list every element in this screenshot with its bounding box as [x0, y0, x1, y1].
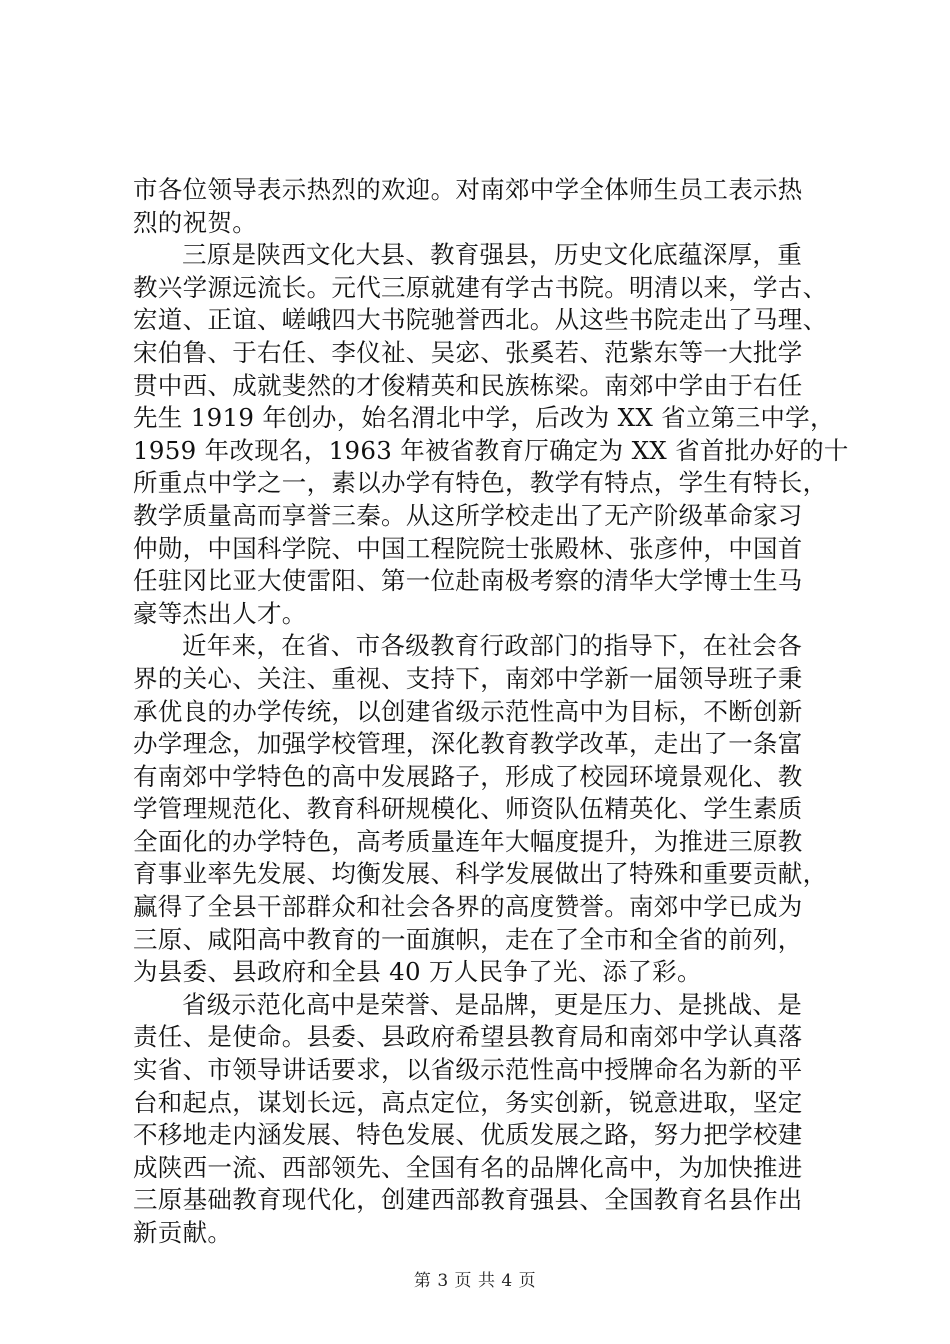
- text-line: 宋伯鲁、于右任、李仪祉、吴宓、张奚若、范紫东等一大批学: [133, 337, 803, 367]
- text-line: 责任、是使命。县委、县政府希望县教育局和南郊中学认真落: [133, 1022, 803, 1052]
- text-line: 台和起点，谋划长远，高点定位，务实创新，锐意进取，坚定: [133, 1087, 803, 1117]
- text-line: 承优良的办学传统，以创建省级示范性高中为目标，不断创新: [133, 696, 803, 726]
- text-line: 实省、市领导讲话要求，以省级示范性高中授牌命名为新的平: [133, 1055, 803, 1085]
- text-line: 界的关心、关注、重视、支持下，南郊中学新一届领导班子秉: [133, 663, 803, 693]
- text-line: 仲勋，中国科学院、中国工程院院士张殿林、张彦仲，中国首: [133, 533, 803, 563]
- text-line: 三原基础教育现代化，创建西部教育强县、全国教育名县作出: [133, 1185, 803, 1215]
- text-line: 有南郊中学特色的高中发展路子，形成了校园环境景观化、教: [133, 761, 803, 791]
- text-line: 贯中西、成就斐然的才俊精英和民族栋梁。南郊中学由于右任: [133, 370, 803, 400]
- text-line: 全面化的办学特色，高考质量连年大幅度提升，为推进三原教: [133, 826, 803, 856]
- paragraph-expectations: [133, 989, 833, 1250]
- text-line: 近年来，在省、市各级教育行政部门的指导下，在社会各: [182, 631, 802, 661]
- text-line: 先生 1919 年创办，始名渭北中学，后改为 XX 省立第三中学，: [133, 403, 835, 433]
- page-number-footer: 第 3 页 共 4 页: [413, 1271, 537, 1291]
- text-line: 为县委、县政府和全县 40 万人民争了光、添了彩。: [133, 957, 702, 987]
- paragraph-recent-achievements: [133, 630, 833, 989]
- text-line: 学管理规范化、教育科研规模化、师资队伍精英化、学生素质: [133, 794, 803, 824]
- text-line: 成陕西一流、西部领先、全国有名的品牌化高中，为加快推进: [133, 1152, 803, 1182]
- text-line: 市各位领导表示热烈的欢迎。对南郊中学全体师生员工表示热: [133, 175, 803, 204]
- text-line: 任驻冈比亚大使雷阳、第一位赴南极考察的清华大学博士生马: [133, 566, 803, 596]
- text-line: 1959 年改现名，1963 年被省教育厅确定为 XX 省首批办好的十: [133, 435, 849, 465]
- text-line: 办学理念，加强学校管理，深化教育教学改革，走出了一条富: [133, 729, 803, 759]
- text-line: 教兴学源远流长。元代三原就建有学古书院。明清以来，学古、: [133, 272, 828, 302]
- text-line: 豪等杰出人才。: [133, 598, 307, 628]
- text-line: 三原、咸阳高中教育的一面旗帜，走在了全市和全省的前列，: [133, 924, 803, 954]
- text-line: 教学质量高而享誉三秦。从这所学校走出了无产阶级革命家习: [133, 500, 803, 530]
- paragraph-history: [133, 239, 849, 630]
- text-line: 赢得了全县干部群众和社会各界的高度赞誉。南郊中学已成为: [133, 892, 803, 922]
- text-line: 所重点中学之一，素以办学有特色，教学有特点，学生有特长，: [133, 468, 828, 498]
- text-line: 宏道、正谊、嵯峨四大书院驰誉西北。从这些书院走出了马理、: [133, 305, 828, 335]
- text-line: 三原是陕西文化大县、教育强县，历史文化底蕴深厚，重: [182, 240, 802, 270]
- text-line: 新贡献。: [133, 1218, 233, 1247]
- text-line: 育事业率先发展、均衡发展、科学发展做出了特殊和重要贡献，: [133, 859, 828, 889]
- text-line: 不移地走内涵发展、特色发展、优质发展之路，努力把学校建: [133, 1120, 803, 1150]
- text-line: 烈的祝贺。: [133, 207, 257, 237]
- paragraph-welcome: [133, 174, 833, 239]
- text-line: 省级示范化高中是荣誉、是品牌，更是压力、是挑战、是: [182, 989, 802, 1019]
- document-body: [133, 174, 849, 1250]
